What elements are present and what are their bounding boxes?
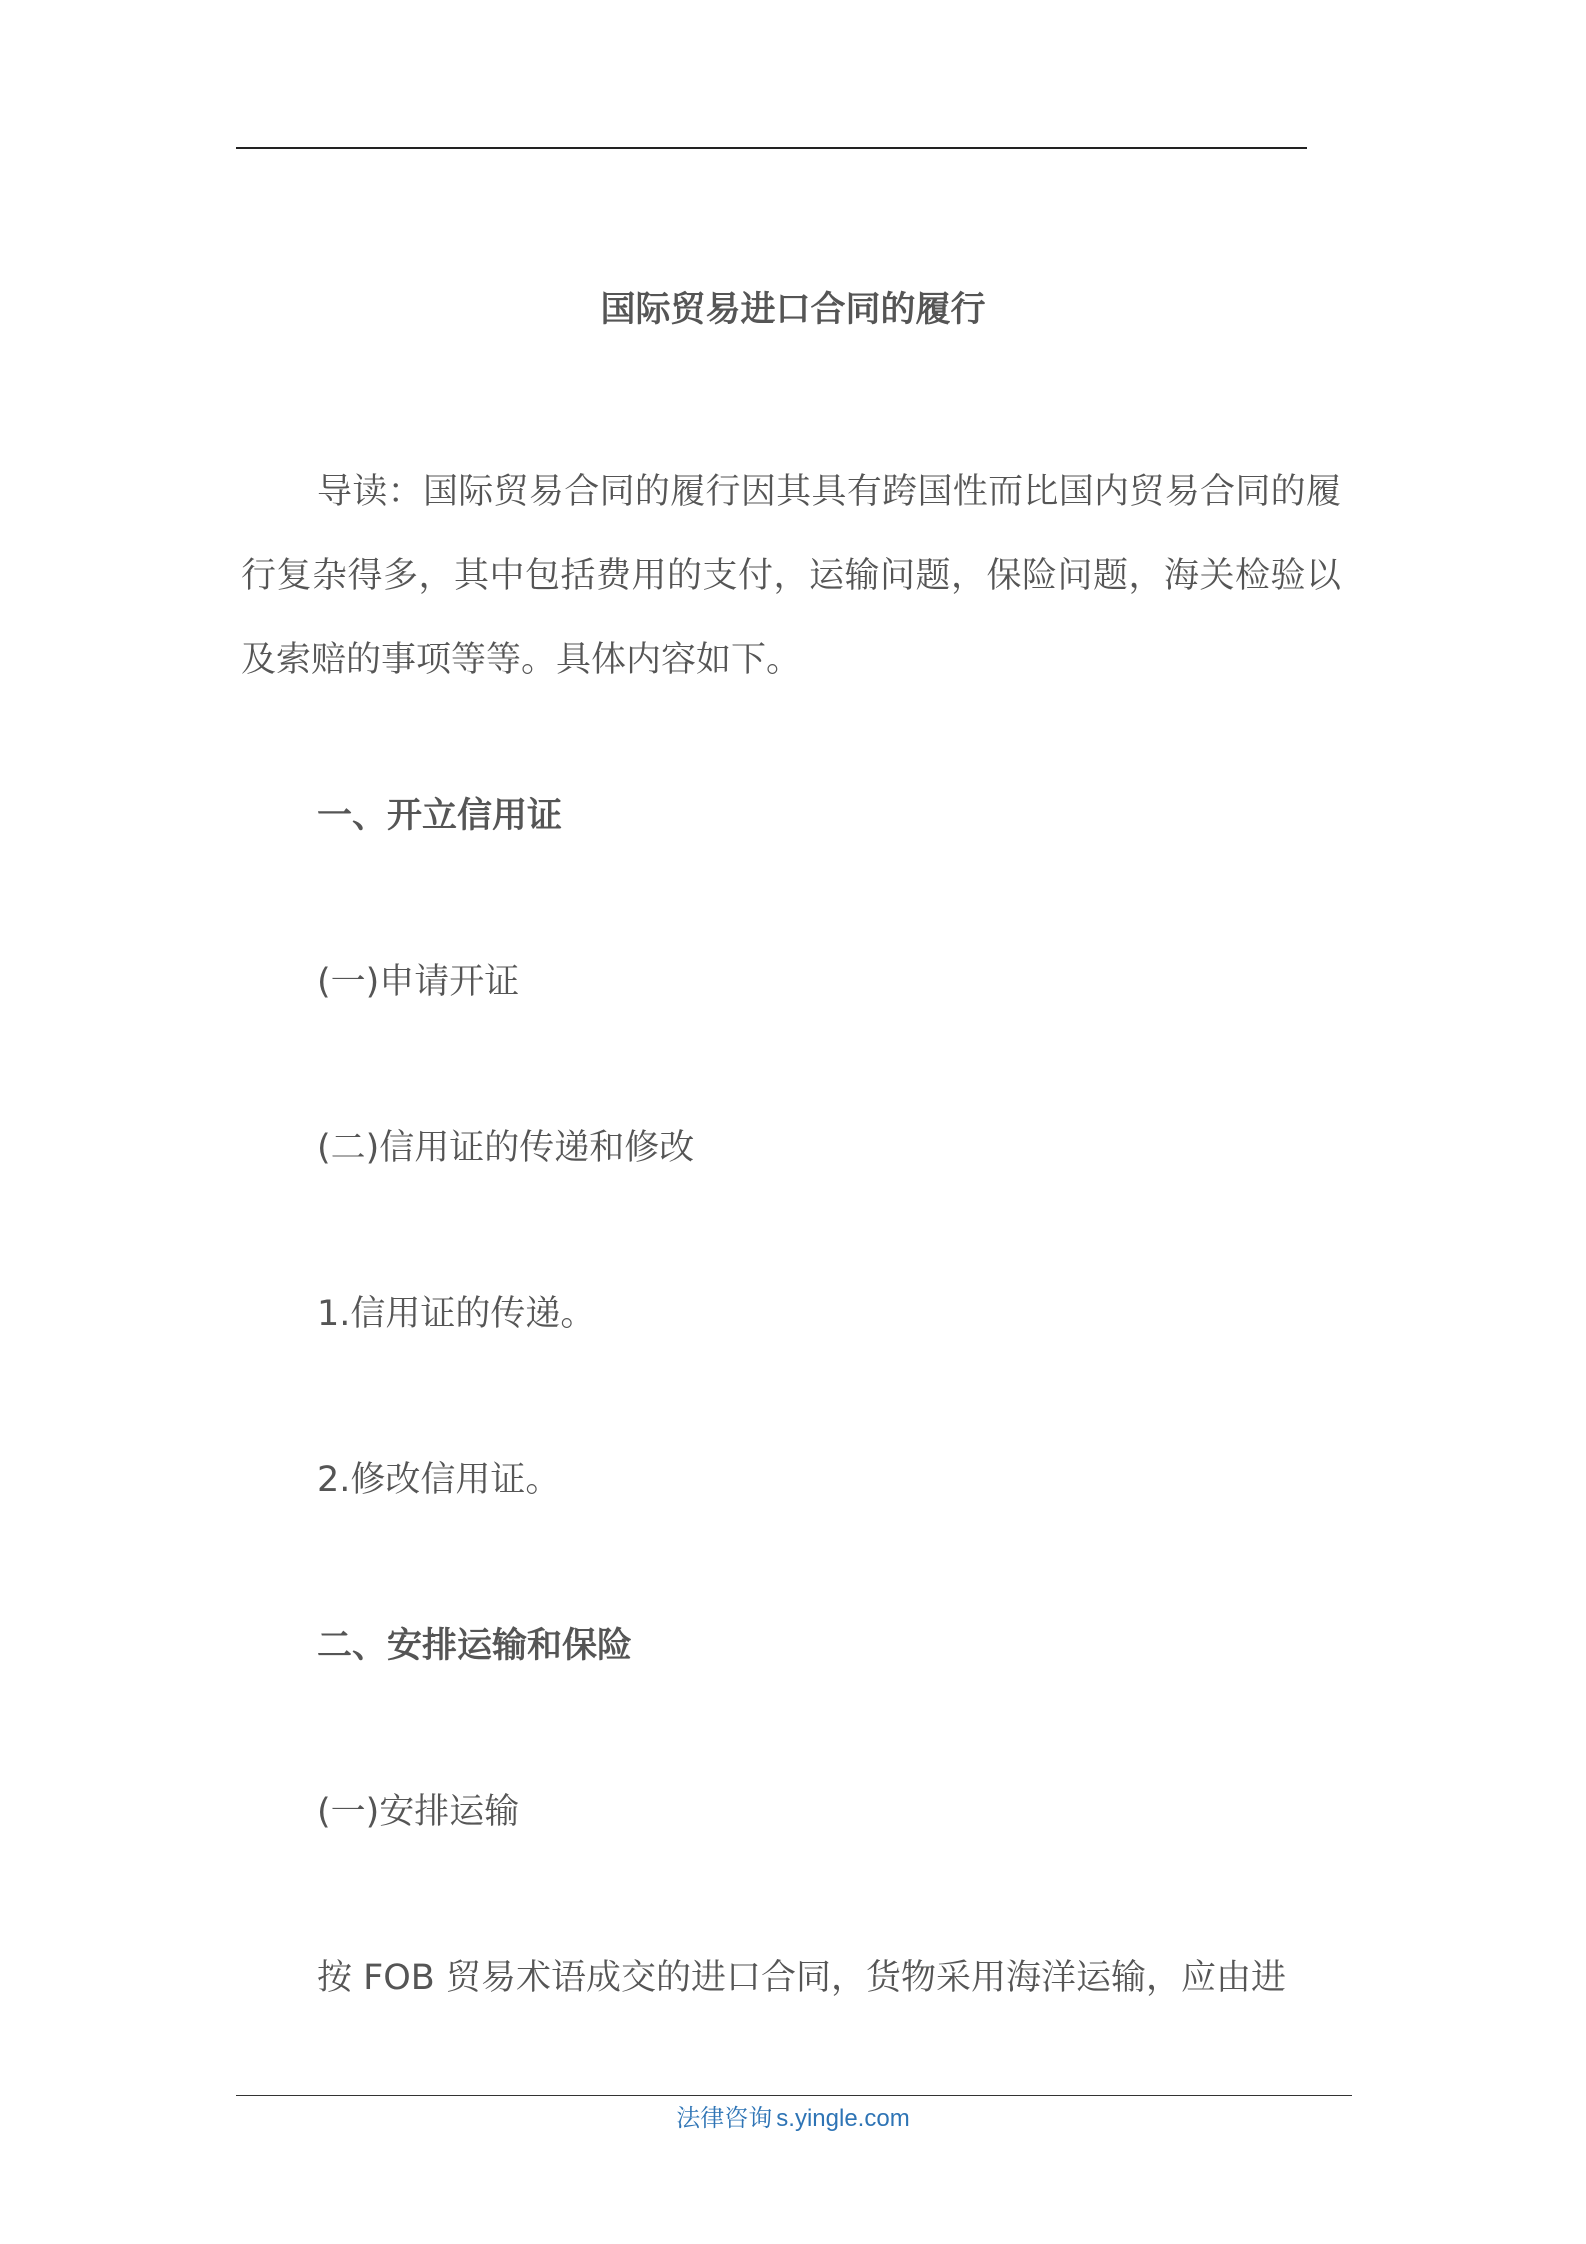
section-1-subheading-2: (二)信用证的传递和修改: [317, 1128, 695, 1168]
section-2-paragraph-1: 按 FOB 贸易术语成交的进口合同，货物采用海洋运输，应由进: [317, 1958, 1286, 1998]
section-1-item-1: 1.信用证的传递。: [317, 1294, 596, 1334]
intro-paragraph: 导读：国际贸易合同的履行因其具有跨国性而比国内贸易合同的履行复杂得多，其中包括费用的支付，运输问题，保险问题，海关检验以及索赔的事项等等。具体内容如下。: [241, 472, 1341, 680]
section-1-heading: 一、开立信用证: [317, 796, 563, 836]
footer-rule: [236, 2095, 1352, 2096]
section-2-heading: 二、安排运输和保险: [317, 1626, 633, 1666]
section-2-subheading-1: (一)安排运输: [317, 1792, 520, 1832]
section-1-subheading-1: (一)申请开证: [317, 962, 520, 1002]
footer-url[interactable]: s.yingle.com: [776, 2105, 910, 2132]
document-title: 国际贸易进口合同的履行: [600, 290, 986, 330]
footer: [0, 2100, 1586, 2137]
section-1-item-2: 2.修改信用证。: [317, 1460, 561, 1500]
footer-label: 法律咨询: [676, 2104, 773, 2132]
header-rule: [236, 147, 1307, 149]
